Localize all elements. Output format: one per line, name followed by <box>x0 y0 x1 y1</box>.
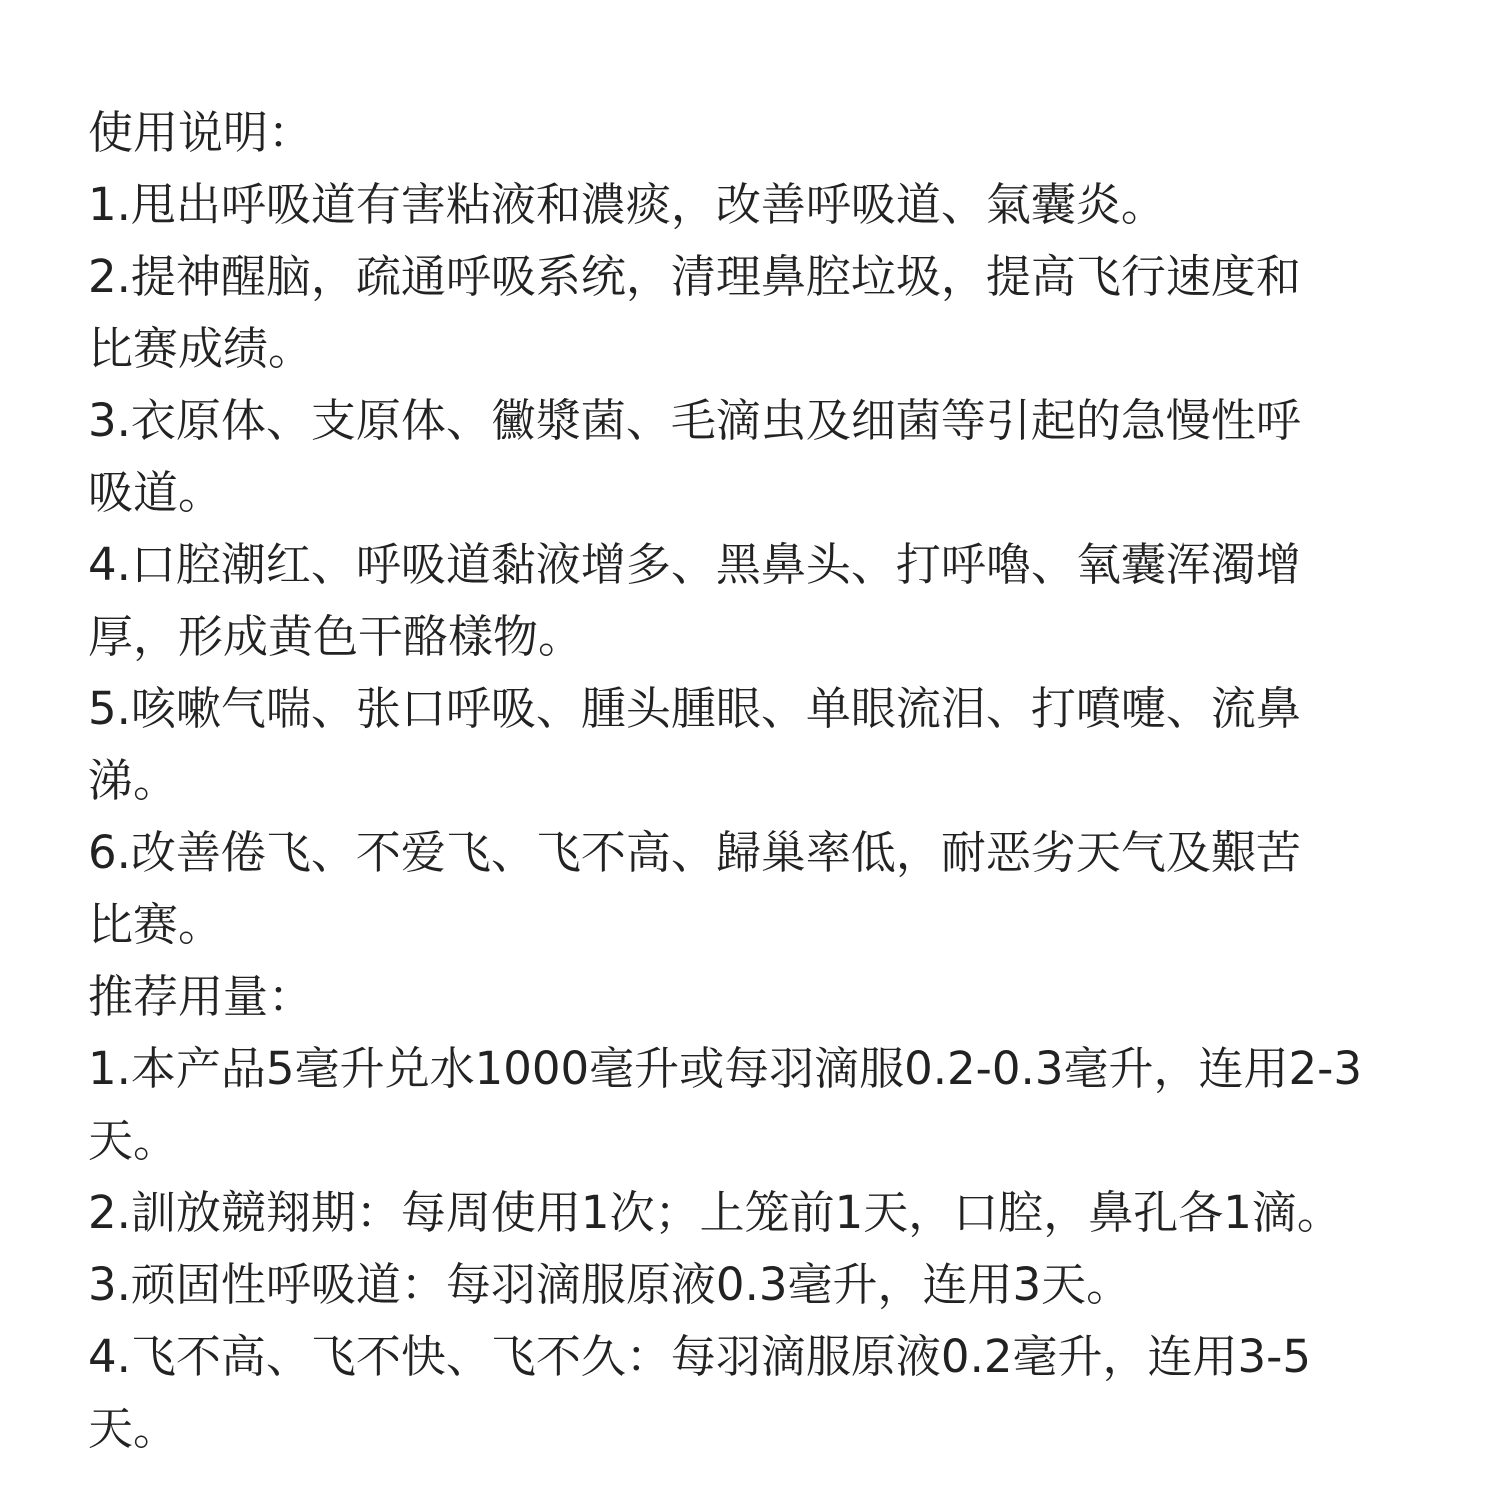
usage-item-3-line-2: 吸道。 <box>88 466 224 519</box>
usage-item-5-line-1: 5.咳嗽气喘、张口呼吸、腫头腫眼、单眼流泪、打噴嚏、流鼻 <box>88 682 1301 735</box>
usage-item-4 <box>88 529 1448 673</box>
usage-item-2 <box>88 241 1448 385</box>
usage-item-2-line-2: 比赛成绩。 <box>88 322 314 375</box>
usage-item-1 <box>88 169 1448 241</box>
dosage-heading: 推荐用量： <box>88 970 314 1023</box>
dosage-item-1-line-1: 1.本产品5毫升兑水1000毫升或每羽滴服0.2-0.3毫升，连用2-3 <box>88 1042 1362 1095</box>
usage-item-5 <box>88 673 1448 817</box>
usage-item-1-line-1: 1.甩出呼吸道有害粘液和濃痰，改善呼吸道、氣囊炎。 <box>88 178 1166 231</box>
usage-item-6 <box>88 817 1448 961</box>
dosage-item-1 <box>88 1033 1448 1177</box>
dosage-item-1-line-2: 天。 <box>88 1114 179 1167</box>
usage-item-2-line-1: 2.提神醒脑，疏通呼吸系统，清理鼻腔垃圾，提高飞行速度和 <box>88 250 1301 303</box>
usage-item-4-line-2: 厚，形成黄色干酪樣物。 <box>88 610 584 663</box>
dosage-item-2 <box>88 1177 1448 1249</box>
usage-item-3-line-1: 3.衣原体、支原体、黴漿菌、毛滴虫及细菌等引起的急慢性呼 <box>88 394 1301 447</box>
usage-item-5-line-2: 涕。 <box>88 754 179 807</box>
dosage-item-4-line-2: 天。 <box>88 1402 179 1455</box>
usage-heading: 使用说明： <box>88 106 314 159</box>
dosage-item-3 <box>88 1249 1448 1321</box>
usage-item-6-line-1: 6.改善倦飞、不爱飞、飞不高、歸巢率低，耐恶劣天气及艱苦 <box>88 826 1301 879</box>
usage-item-4-line-1: 4.口腔潮红、呼吸道黏液增多、黑鼻头、打呼嚕、氧囊浑濁增 <box>88 538 1301 591</box>
dosage-item-4-line-1: 4.飞不高、飞不快、飞不久：每羽滴服原液0.2毫升，连用3-5 <box>88 1330 1311 1383</box>
dosage-item-3-line-1: 3.顽固性呼吸道：每羽滴服原液0.3毫升，连用3天。 <box>88 1258 1132 1311</box>
usage-item-6-line-2: 比赛。 <box>88 898 224 951</box>
dosage-item-2-line-1: 2.訓放競翔期：每周使用1次；上笼前1天，口腔，鼻孔各1滴。 <box>88 1186 1342 1239</box>
usage-item-3 <box>88 385 1448 529</box>
document-body <box>88 97 1448 1465</box>
dosage-item-4 <box>88 1321 1448 1465</box>
